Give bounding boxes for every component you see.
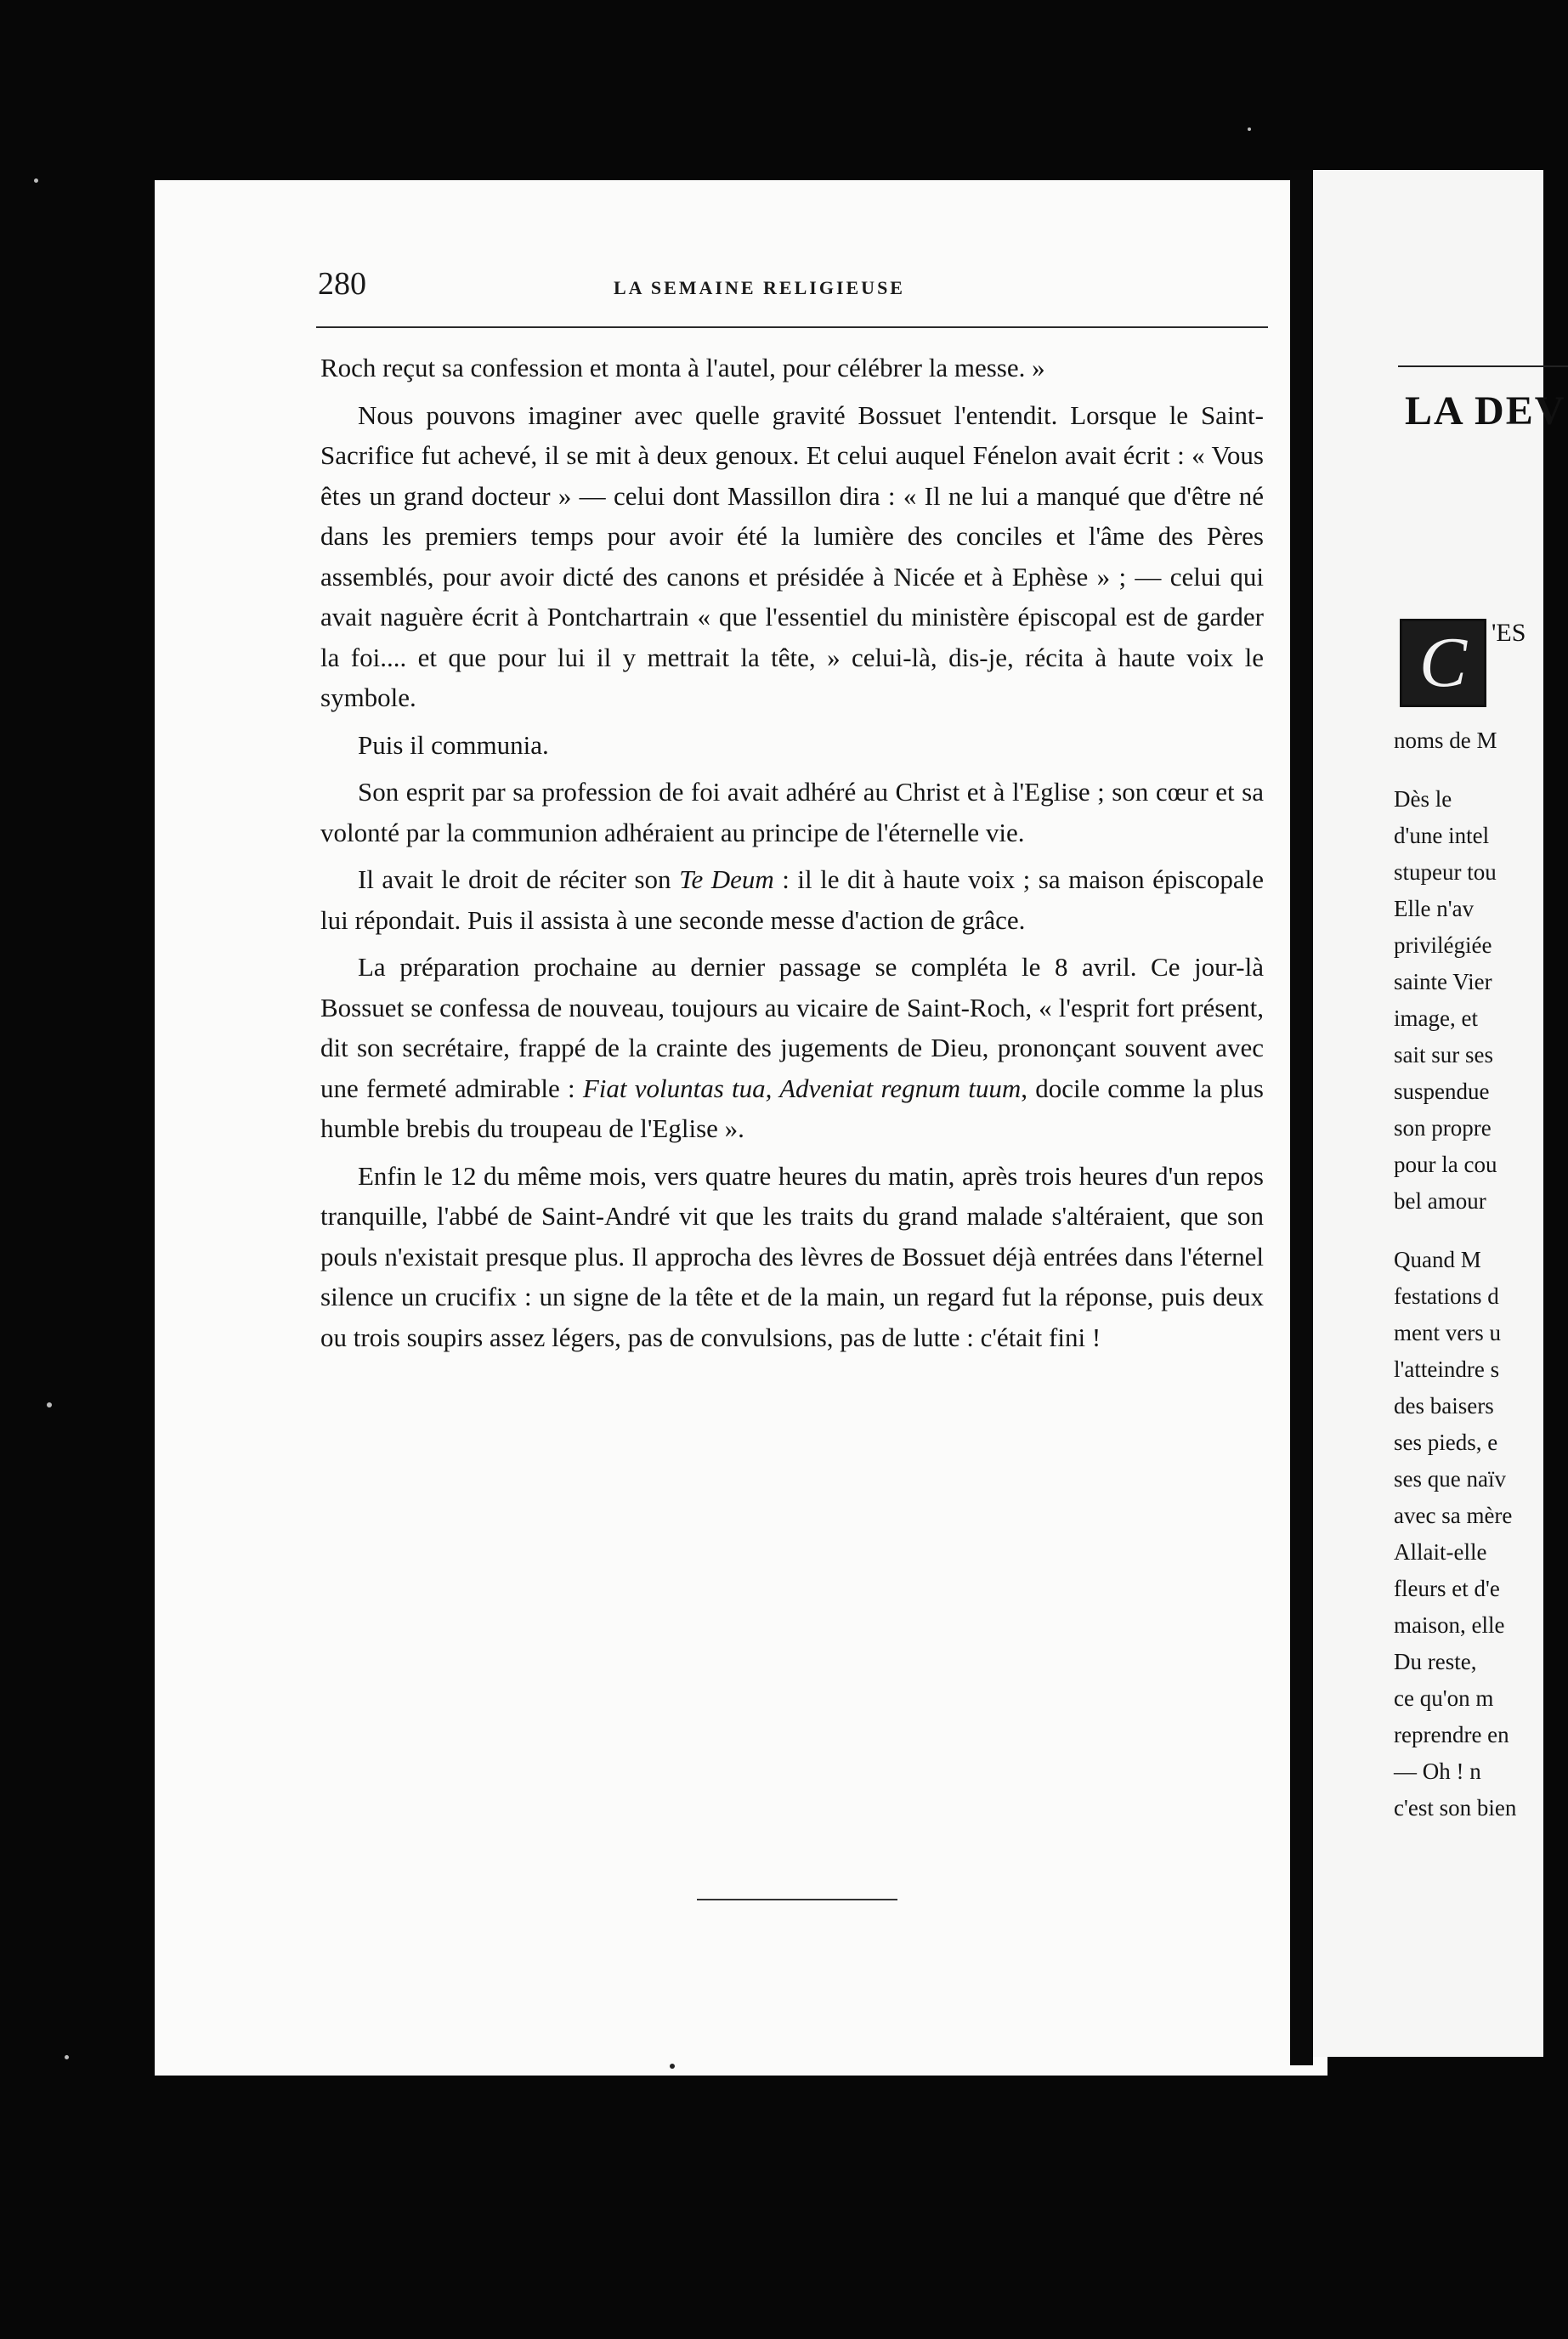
text-line: privilégiée [1394,932,1492,958]
text-line: des baisers [1394,1393,1494,1419]
text-line: Dès le [1394,786,1452,812]
paragraph: Roch reçut sa confession et monta à l'autel, pour célébrer la messe. » [320,353,1045,382]
text-line: Quand M [1394,1247,1481,1272]
ornamental-dropcap: C [1400,619,1486,707]
page-number: 280 [318,266,366,302]
left-page [155,180,1327,2076]
paragraph-gap [1394,1220,1516,1242]
text-run: Il avait le droit de réciter son [358,864,680,894]
printer-dot [670,2064,675,2069]
text-run: , docile comme la plus humble brebis du troupeau de l'Eglise ». [320,1073,1264,1143]
text-line: festations d [1394,1283,1499,1309]
text-line: reprendre en [1394,1722,1509,1747]
text-line: maison, elle [1394,1612,1505,1638]
text-line: stupeur tou [1394,859,1497,885]
text-line: c'est son bien [1394,1795,1517,1821]
paragraph: Son esprit par sa profession de foi avait adhéré au Christ et à l'Eglise ; son cœur et sa volonté par la communion adhéraient au principe de l'éternelle vie. [320,777,1264,847]
film-speck [65,2055,69,2059]
paragraph [320,859,1264,940]
film-speck [34,178,38,183]
text-line: Elle n'av [1394,896,1475,921]
running-head: LA SEMAINE RELIGIEUSE [614,277,905,298]
header-rule [1398,365,1568,367]
section-end-rule [697,1899,897,1900]
text-line: d'une intel [1394,823,1490,848]
text-line: image, et [1394,1005,1478,1031]
paragraph: Enfin le 12 du même mois, vers quatre heures du matin, après trois heures d'un repos tranquille, l'abbé de Saint-André vit que les traits du grand malade s'altéraient, que son pouls n'existait presque plus. Il approcha des lèvres de Bossuet déjà entrées dans l'éternel silence un crucifix : un signe de la tête et de la main, un regard fut la réponse, puis deux ou trois soupirs assez légers, pas de convulsions, pas de lutte : c'était fini ! [320,1160,1264,1352]
text-run: : il le dit à haute voix ; sa maison épiscopale lui répondait. Puis il assista à une seconde messe d'action de grâce. [320,864,1264,935]
text-line: fleurs et d'e [1394,1576,1500,1601]
text-line: son propre [1394,1115,1492,1141]
text-line: ce qu'on m [1394,1685,1494,1711]
text-line: sainte Vier [1394,969,1492,994]
text-line: l'atteindre s [1394,1356,1500,1382]
text-line: suspendue [1394,1079,1490,1104]
truncated-lines [1394,722,1516,1826]
text-line: ment vers u [1394,1320,1501,1345]
film-speck [47,1402,52,1407]
right-page [1313,170,1566,2057]
opening-text: 'ES [1492,619,1526,647]
latin-quote: Fiat voluntas tua, Adveniat regnum tuum [582,1073,1022,1103]
italic-title: Te Deum [679,864,774,894]
paragraph: Nous pouvons imaginer avec quelle gravité Bossuet l'entendit. Lorsque le Saint-Sacrifice fut achevé, il se mit à deux genoux. Et celui auquel Fénelon avait écrit : « Vous êtes un grand docteur » — celui dont Massillon dira : « Il ne lui a manqué que d'être né dans les premiers temps pour avoir été la lumière des conciles et l'âme des Pères assemblés, pour avoir dicté des canons et présidée à Nicée et à Ephèse » ; — celui qui avait naguère écrit à Pontchartrain « que l'essentiel du ministère épiscopal est de garder la foi.... et que pour lui il y mettrait la tête, » celui-là, dis-je, récita à haute voix le symbole. [320,399,1264,712]
text-line: — Oh ! n [1394,1758,1481,1784]
text-line: avec sa mère [1394,1503,1513,1528]
text-line: bel amour [1394,1188,1486,1214]
header-rule [316,326,1268,328]
paragraph-gap [1394,759,1516,781]
text-line: sait sur ses [1394,1042,1493,1068]
text-line: ses que naïv [1394,1466,1506,1492]
text-line: noms de M [1394,728,1497,753]
text-line: ses pieds, e [1394,1430,1498,1455]
text-line: Du reste, [1394,1649,1477,1674]
text-line: Allait-elle [1394,1539,1487,1565]
film-speck [1248,127,1251,131]
paragraph [320,947,1264,1149]
body-text [320,348,1264,1364]
chapter-title: LA DEV [1405,388,1566,433]
page-gutter [1290,170,1313,2065]
paragraph: Puis il communia. [358,729,549,760]
text-run: La préparation prochaine au dernier passage se compléta le 8 avril. Ce jour-là Bossuet se confessa de nouveau, toujours au vicaire de Saint-Roch, « l'esprit fort présent, dit son secrétaire, frappé de la crainte des jugements de Dieu, prononçant souvent avec une fermeté admirable : [320,952,1264,1103]
text-line: pour la cou [1394,1152,1497,1177]
